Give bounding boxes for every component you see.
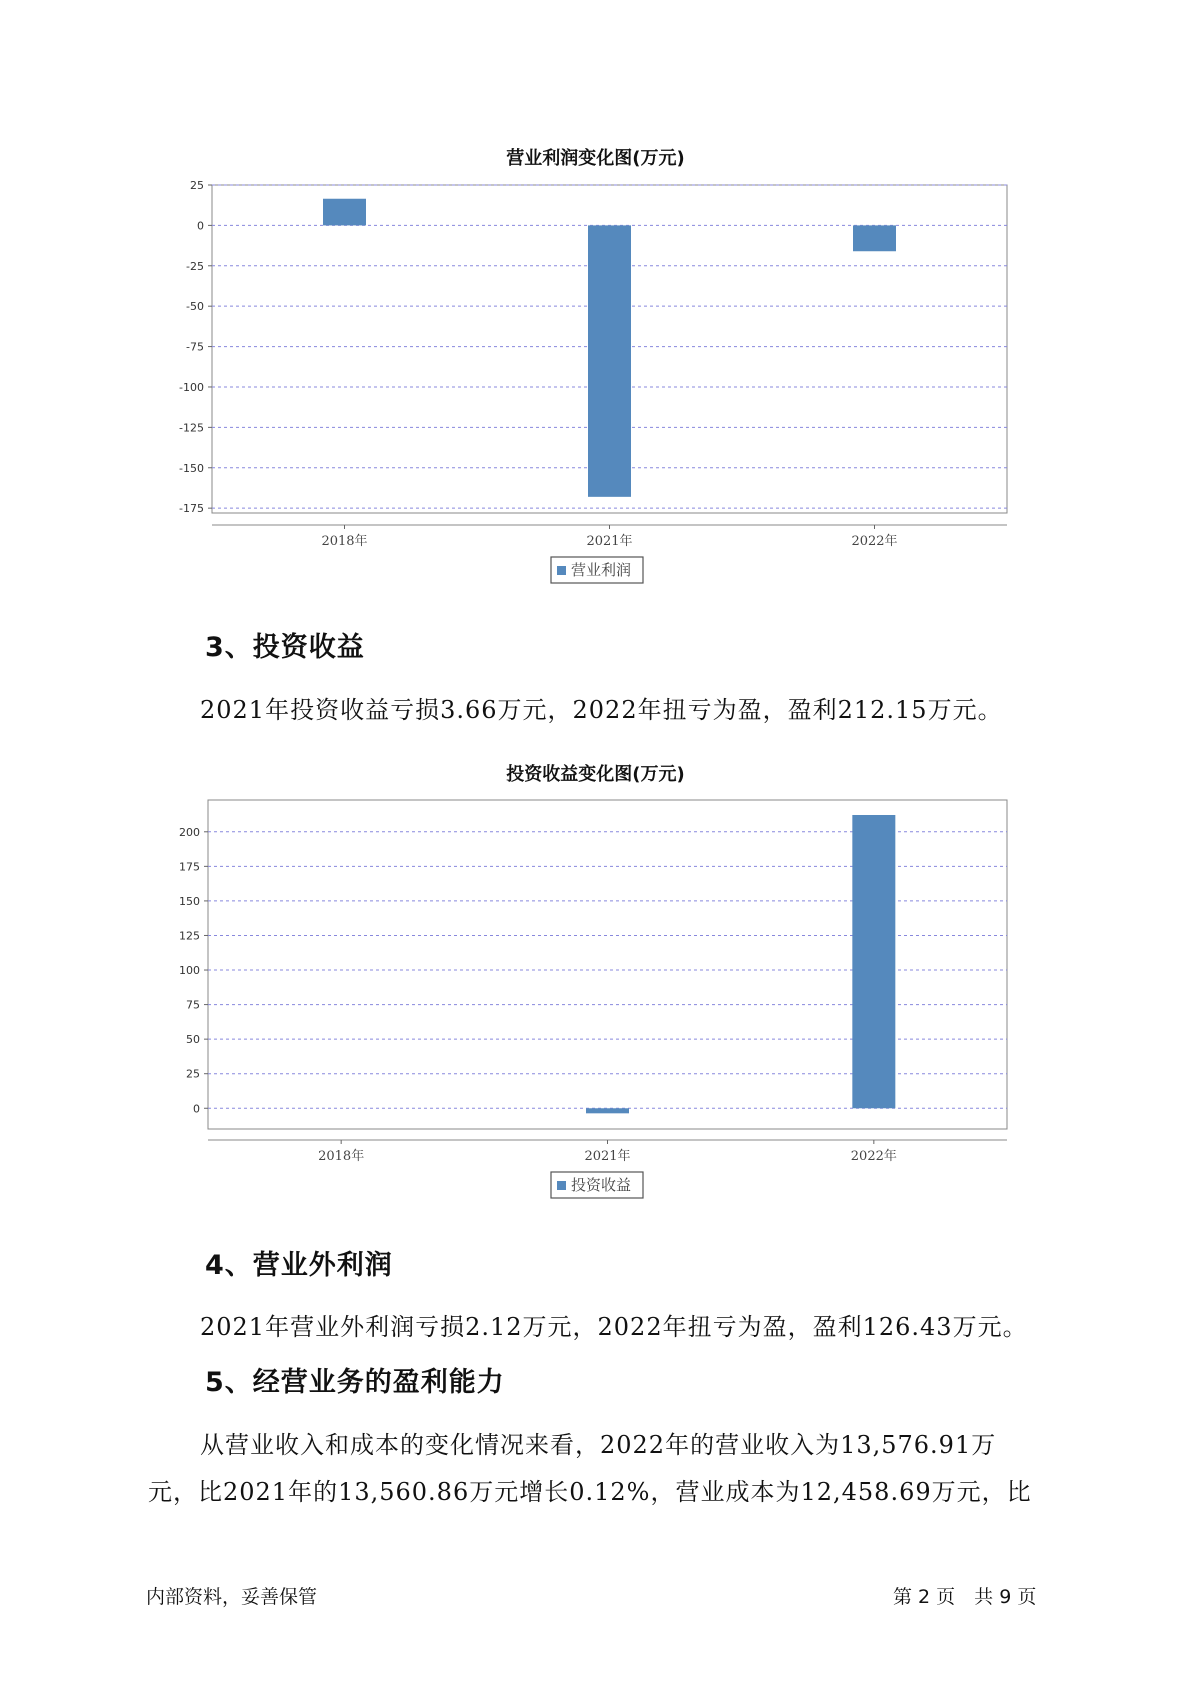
y-tick-label: 100: [179, 964, 200, 978]
x-tick-label: 2018年: [318, 1149, 365, 1164]
y-tick-label: -175: [179, 502, 204, 516]
section-4-heading: 4、营业外利润: [205, 1250, 393, 1281]
bar: [852, 815, 895, 1108]
legend-swatch: [557, 1181, 566, 1190]
section-4-text: 2021年营业外利润亏损2.12万元，2022年扭亏为盈，盈利126.43万元。: [200, 1313, 1028, 1341]
investment-income-chart: [0, 790, 1191, 1210]
section-5-line-2: 元，比2021年的13,560.86万元增长0.12%，营业成本为12,458.69万元，比: [148, 1478, 1032, 1506]
section-5-heading: 5、经营业务的盈利能力: [205, 1367, 505, 1398]
chart-1-title: 营业利润变化图(万元): [506, 148, 685, 169]
x-tick-label: 2021年: [586, 534, 633, 549]
y-tick-label: -75: [186, 340, 204, 354]
y-tick-label: -25: [186, 259, 204, 273]
section-3-text: 2021年投资收益亏损3.66万元，2022年扭亏为盈，盈利212.15万元。: [200, 696, 1003, 724]
y-tick-label: -125: [179, 421, 204, 435]
footer-page-number: 第 2 页 共 9 页: [893, 1586, 1037, 1608]
y-tick-label: 200: [179, 825, 200, 839]
x-tick-label: 2022年: [851, 534, 898, 549]
section-3-heading: 3、投资收益: [205, 632, 365, 663]
section-5-line-1: 从营业收入和成本的变化情况来看，2022年的营业收入为13,576.91万: [200, 1431, 997, 1459]
bar: [588, 225, 631, 496]
y-tick-label: 0: [193, 1102, 200, 1116]
y-tick-label: 25: [186, 1067, 200, 1081]
chart-2-title: 投资收益变化图(万元): [506, 764, 685, 785]
bar: [586, 1108, 629, 1113]
y-tick-label: -50: [186, 300, 204, 314]
footer-confidential-note: 内部资料，妥善保管: [146, 1586, 318, 1608]
y-tick-label: 0: [197, 219, 204, 233]
x-tick-label: 2022年: [850, 1149, 897, 1164]
y-tick-label: 75: [186, 998, 200, 1012]
bar: [323, 199, 366, 226]
legend-swatch: [557, 566, 566, 575]
legend-label: 营业利润: [571, 561, 632, 579]
y-tick-label: 50: [186, 1033, 200, 1047]
operating-profit-chart: [0, 170, 1191, 590]
bar: [853, 225, 896, 251]
x-tick-label: 2021年: [584, 1149, 631, 1164]
y-tick-label: 175: [179, 860, 200, 874]
y-tick-label: 125: [179, 929, 200, 943]
y-tick-label: 25: [190, 179, 204, 192]
y-tick-label: -150: [179, 461, 204, 475]
legend-label: 投资收益: [571, 1176, 632, 1194]
y-tick-label: 150: [179, 894, 200, 908]
x-tick-label: 2018年: [321, 534, 368, 549]
y-tick-label: -100: [179, 380, 204, 394]
